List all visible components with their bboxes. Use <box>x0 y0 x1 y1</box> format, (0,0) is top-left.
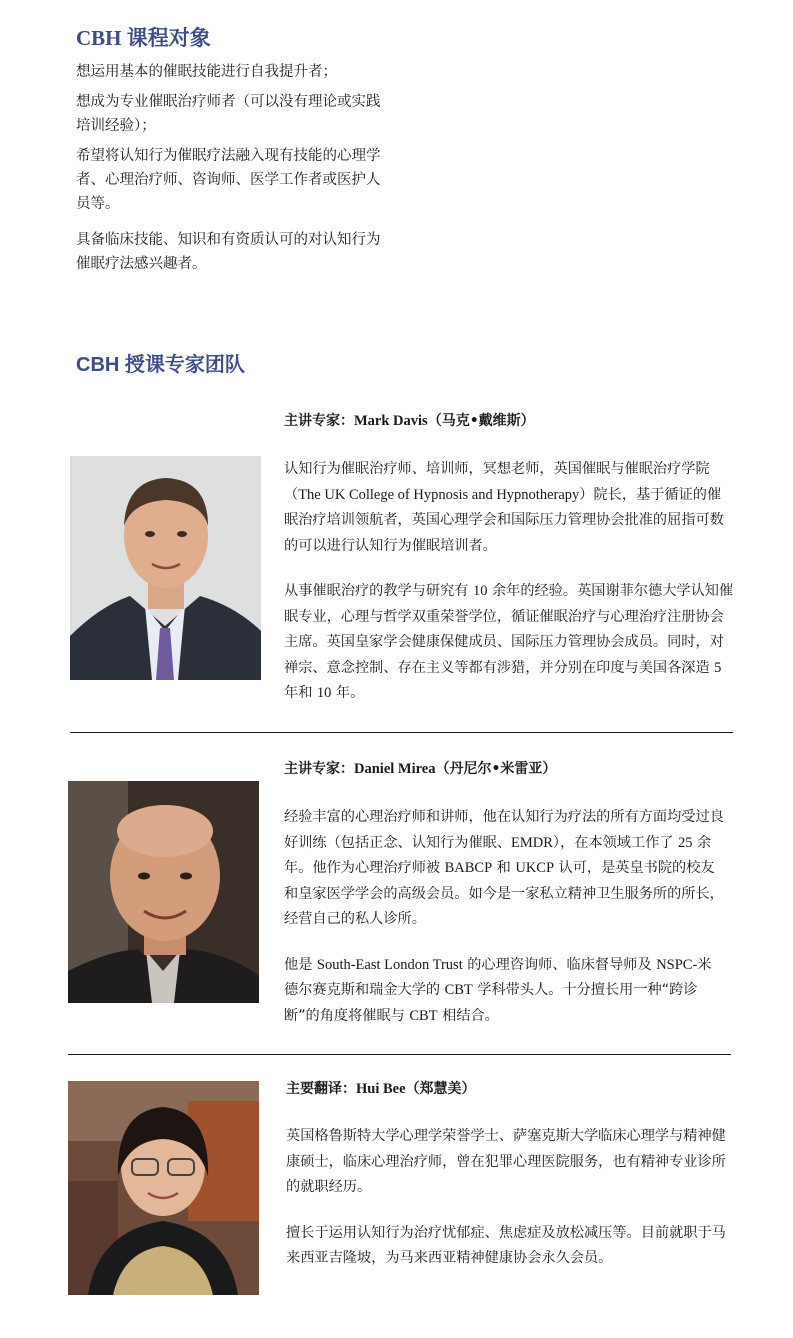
team-title: CBH 授课专家团队 <box>76 354 245 376</box>
expert-bio-paragraph: 他是 South-East London Trust 的心理咨询师、临床督导师及 NSPC-米德尔赛克斯和瑞金大学的 CBT 学科带头人。十分擅长用一种“跨诊断”的角度将催眠与 CBT 相结合。 <box>284 956 712 1024</box>
expert-photo-daniel-mirea <box>68 781 259 1003</box>
expert-card-daniel-mirea <box>284 758 724 1029</box>
expert-card-mark-davis <box>284 410 734 707</box>
expert-name: 主讲专家：Daniel Mirea（丹尼尔•米雷亚） <box>284 761 557 777</box>
expert-name: 主要翻译：Hui Bee（郑慧美） <box>286 1081 476 1097</box>
audience-title: CBH 课程对象 <box>76 26 211 50</box>
expert-photo-hui-bee <box>68 1081 259 1295</box>
expert-bio-paragraph: 认知行为催眠治疗师、培训师，冥想老师，英国催眠与催眠治疗学院（The UK College of Hypnosis and Hypnotherapy）院长，基于循证的催眠治疗培训领航者，英国心理学会和国际压力管理协会批准的屈指可数的可以进行认知行为催眠培训者。 <box>284 461 724 554</box>
expert-name: 主讲专家：Mark Davis（马克•戴维斯） <box>284 413 535 429</box>
audience-item: 具备临床技能、知识和有资质认可的对认知行为催眠疗法感兴趣者。 <box>76 232 381 272</box>
expert-bio-paragraph: 英国格鲁斯特大学心理学荣誉学士、萨塞克斯大学临床心理学与精神健康硕士，临床心理治疗师，曾在犯罪心理医院服务，也有精神专业诊所的就职经历。 <box>286 1128 726 1195</box>
expert-bio <box>284 457 734 707</box>
expert-photo-mark-davis <box>70 456 261 680</box>
expert-bio-paragraph: 从事催眠治疗的教学与研究有 10 余年的经验。英国谢菲尔德大学认知催眠专业，心理与哲学双重荣誉学位，循证催眠治疗与心理治疗注册协会主席。英国皇家学会健康保健成员、国际压力管理协会成员。同时，对禅宗、意念控制、存在主义等都有涉猎，并分别在印度与美国各深造 5 年和 10 年。 <box>284 583 734 701</box>
audience-item: 想运用基本的催眠技能进行自我提升者； <box>76 64 337 80</box>
divider <box>70 732 733 733</box>
expert-bio <box>284 805 724 1029</box>
audience-list <box>76 60 388 282</box>
expert-card-hui-bee <box>286 1078 726 1272</box>
audience-item: 希望将认知行为催眠疗法融入现有技能的心理学者、心理治疗师、咨询师、医学工作者或医护人员等。 <box>76 148 381 212</box>
audience-item: 想成为专业催眠治疗师者（可以没有理论或实践培训经验）； <box>76 94 381 134</box>
expert-bio <box>286 1124 726 1272</box>
expert-bio-paragraph: 擅长于运用认知行为治疗忧郁症、焦虑症及放松减压等。目前就职于马来西亚吉隆坡，为马来西亚精神健康协会永久会员。 <box>286 1224 726 1266</box>
divider <box>68 1054 731 1055</box>
expert-bio-paragraph: 经验丰富的心理治疗师和讲师，他在认知行为疗法的所有方面均受过良好训练（包括正念、认知行为催眠、EMDR），在本领域工作了 25 余年。他作为心理治疗师被 BABCP 和 UKCP 认可，是英皇书院的校友和皇家医学学会的高级会员。如今是一家私立精神卫生服务所的所长，经营自己的私人诊所。 <box>284 809 724 927</box>
